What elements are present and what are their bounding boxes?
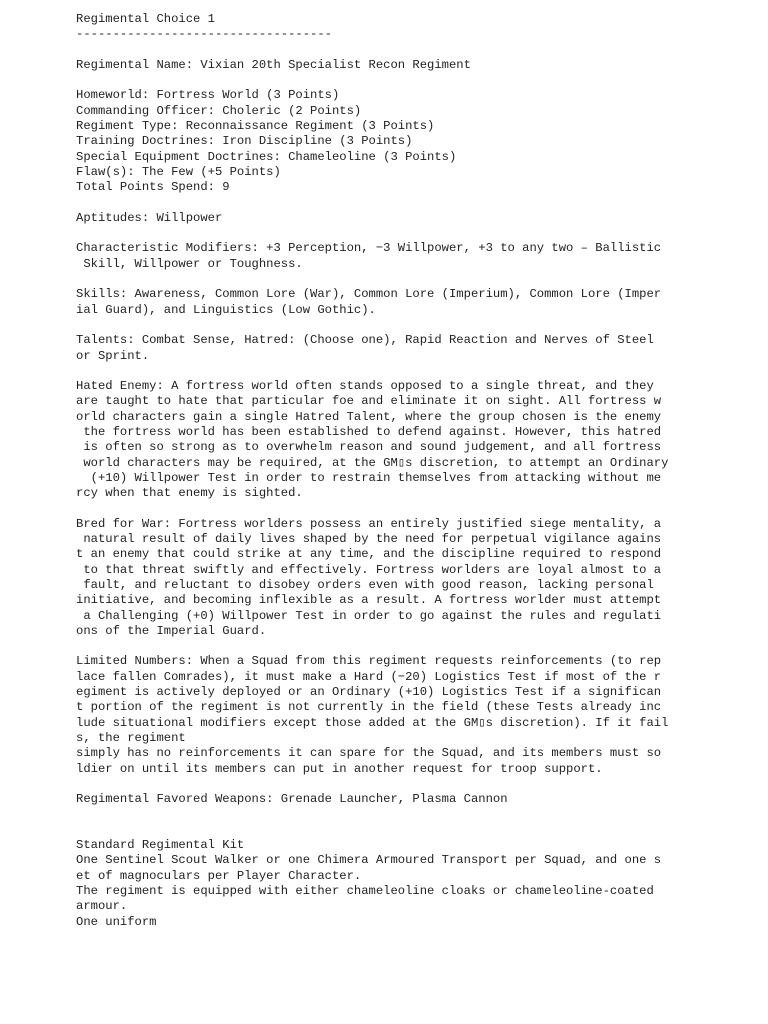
blank-line	[76, 196, 756, 211]
text-line: lude situational modifiers except those added at the GM▯s discretion). If it fail	[76, 715, 669, 730]
text-line: Characteristic Modifiers: +3 Perception, −3 Willpower, +3 to any two – Ballistic	[76, 241, 662, 256]
blank-line	[76, 364, 756, 379]
text-line: One uniform	[76, 914, 157, 929]
text-line: world characters may be required, at the GM▯s discretion, to attempt an Ordinary	[76, 455, 669, 470]
blank-line	[76, 318, 756, 333]
text-line: Regiment Type: Reconnaissance Regiment (3 Points)	[76, 119, 435, 134]
text-line: Homeworld: Fortress World (3 Points)	[76, 88, 340, 103]
text-line: ial Guard), and Linguistics (Low Gothic).	[76, 302, 376, 317]
text-line: the fortress world has been established to defend against. However, this hatred	[76, 425, 662, 440]
text-line: or Sprint.	[76, 348, 150, 363]
text-line: -----------------------------------	[76, 27, 332, 42]
text-line: Bred for War: Fortress worlders possess an entirely justified siege mentality, a	[76, 516, 662, 531]
text-line: Talents: Combat Sense, Hatred: (Choose one), Rapid Reaction and Nerves of Steel	[76, 333, 654, 348]
text-line: Flaw(s): The Few (+5 Points)	[76, 164, 281, 179]
text-line: a Challenging (+0) Willpower Test in order to go against the rules and regulati	[76, 608, 662, 623]
text-line: Limited Numbers: When a Squad from this regiment requests reinforcements (to rep	[76, 654, 662, 669]
blank-line	[76, 639, 756, 654]
text-line: to that threat swiftly and effectively. Fortress worlders are loyal almost to a	[76, 562, 662, 577]
text-line: egiment is actively deployed or an Ordinary (+10) Logistics Test if a significan	[76, 685, 662, 700]
blank-line	[76, 823, 756, 838]
text-line: One Sentinel Scout Walker or one Chimera Armoured Transport per Squad, and one s	[76, 853, 662, 868]
text-line: rcy when that enemy is sighted.	[76, 486, 303, 501]
text-line: ldier on until its members can put in another request for troop support.	[76, 761, 603, 776]
text-line: Skills: Awareness, Common Lore (War), Common Lore (Imperium), Common Lore (Imper	[76, 287, 662, 302]
blank-line	[76, 272, 756, 287]
text-line: Special Equipment Doctrines: Chameleoline (3 Points)	[76, 149, 457, 164]
blank-line	[76, 43, 756, 58]
text-line: lace fallen Comrades), it must make a Hard (−20) Logistics Test if most of the r	[76, 669, 662, 684]
text-line: natural result of daily lives shaped by the need for perpetual vigilance agains	[76, 532, 662, 547]
text-line: Total Points Spend: 9	[76, 180, 230, 195]
text-line: Standard Regimental Kit	[76, 838, 245, 853]
blank-line	[76, 226, 756, 241]
text-line: Training Doctrines: Iron Discipline (3 Points)	[76, 134, 413, 149]
text-line: initiative, and becoming inflexible as a result. A fortress worlder must attempt	[76, 593, 662, 608]
text-line: s, the regiment	[76, 730, 186, 745]
text-line: Hated Enemy: A fortress world often stands opposed to a single threat, and they	[76, 379, 654, 394]
blank-line	[76, 73, 756, 88]
text-line: Aptitudes: Willpower	[76, 210, 223, 225]
text-line: Regimental Name: Vixian 20th Specialist Recon Regiment	[76, 57, 471, 72]
text-line: Regimental Choice 1	[76, 12, 215, 26]
text-line: (+10) Willpower Test in order to restrain themselves from attacking without me	[76, 470, 662, 485]
text-line: orld characters gain a single Hatred Talent, where the group chosen is the enemy	[76, 409, 662, 424]
document-page	[76, 12, 756, 930]
blank-line	[76, 807, 756, 822]
text-line: Skill, Willpower or Toughness.	[76, 256, 303, 271]
text-line: t portion of the regiment is not currently in the field (these Tests already inc	[76, 700, 662, 715]
text-line: fault, and reluctant to disobey orders even with good reason, lacking personal	[76, 577, 654, 592]
text-line: t an enemy that could strike at any time, and the discipline required to respond	[76, 547, 662, 562]
blank-line	[76, 777, 756, 792]
text-line: are taught to hate that particular foe and eliminate it on sight. All fortress w	[76, 394, 662, 409]
text-line: Commanding Officer: Choleric (2 Points)	[76, 103, 362, 118]
blank-line	[76, 502, 756, 517]
text-line: armour.	[76, 899, 128, 914]
text-line: et of magnoculars per Player Character.	[76, 868, 362, 883]
text-line: is often so strong as to overwhelm reason and sound judgement, and all fortress	[76, 440, 662, 455]
text-line: ons of the Imperial Guard.	[76, 623, 267, 638]
text-line: Regimental Favored Weapons: Grenade Launcher, Plasma Cannon	[76, 792, 508, 807]
text-line: The regiment is equipped with either chameleoline cloaks or chameleoline-coated	[76, 883, 654, 898]
text-line: simply has no reinforcements it can spare for the Squad, and its members must so	[76, 746, 662, 761]
